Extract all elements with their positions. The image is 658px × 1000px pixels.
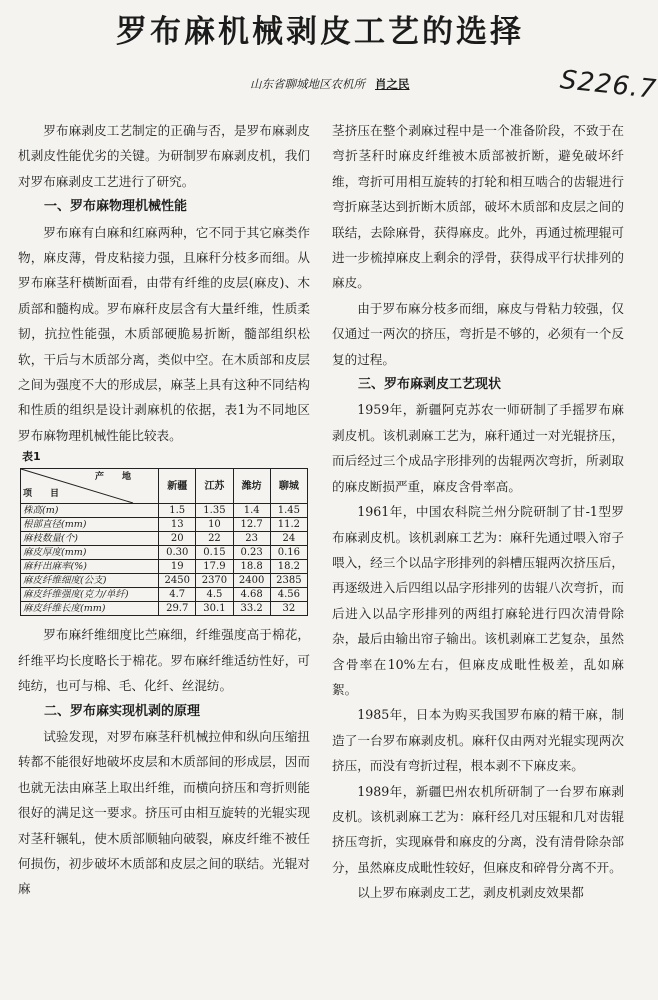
right-column	[332, 118, 624, 906]
table-cell: 19	[159, 560, 196, 574]
table-cell: 2450	[159, 574, 196, 588]
table-cell: 18.8	[233, 560, 270, 574]
table-row	[21, 504, 308, 518]
table-cell: 2400	[233, 574, 270, 588]
body-paragraph: 1959年，新疆阿克苏农一师研制了手摇罗布麻剥皮机。该机剥麻工艺为，麻秆通过一对光辊挤压，而后经过三个成品字形排列的齿辊两次弯折，所剥取的麻皮断损严重，麻皮含骨率高。	[332, 402, 624, 494]
body-paragraph: 由于罗布麻分枝多而细，麻皮与骨粘力较强，仅仅通过一两次的挤压，弯折是不够的，必须有一个反复的过程。	[332, 300, 624, 367]
section-heading-3: 三、罗布麻剥皮工艺现状	[358, 377, 502, 393]
table-cell: 0.16	[270, 546, 307, 560]
table-cell: 20	[159, 532, 196, 546]
table-cell: 0.30	[159, 546, 196, 560]
table-row	[21, 532, 308, 546]
intro-paragraph: 罗布麻剥皮工艺制定的正确与否，是罗布麻剥皮机剥皮性能优劣的关键。为研制罗布麻剥皮机，我们对罗布麻剥皮工艺进行了研究。	[18, 123, 310, 189]
table-cell: 32	[270, 602, 307, 616]
table-cell: 1.45	[270, 504, 307, 518]
author-affiliation: 山东省聊城地区农机所	[250, 77, 365, 91]
body-paragraph: 1985年，日本为购买我国罗布麻的精干麻，制造了一台罗布麻剥皮机。麻秆仅由两对光辊实现两次挤压，而没有弯折过程，根本剥不下麻皮来。	[332, 707, 624, 774]
table-cell: 4.68	[233, 588, 270, 602]
body-paragraph: 1961年，中国农科院兰州分院研制了甘-1型罗布麻剥皮机。该机剥麻工艺为：麻秆先通过喂入帘子喂入，经三个以品字形排列的斜槽压辊两次挤压后，再逐级进入后四组以品字形排列的齿辊八次弯折，而后进入以品字形排列的两组打麻轮进行四次清骨除杂，最后由输出帘子输出。该机剥麻工艺复杂，虽然含骨率在10%左右，但麻皮成毗性极差，乱如麻絮。	[332, 504, 624, 697]
table-cell: 1.35	[196, 504, 233, 518]
region-header: 聊城	[270, 469, 307, 504]
table-cell: 4.7	[159, 588, 196, 602]
table-cell: 0.23	[233, 546, 270, 560]
table-cell: 1.5	[159, 504, 196, 518]
table-cell: 4.56	[270, 588, 307, 602]
table-row	[21, 574, 308, 588]
corner-label-region: 产 地	[94, 472, 131, 483]
left-column	[18, 118, 310, 902]
table-cell: 18.2	[270, 560, 307, 574]
table-cell: 0.15	[196, 546, 233, 560]
body-paragraph: 罗布麻有白麻和红麻两种，它不同于其它麻类作物，麻皮薄，骨皮粘接力强，且麻秆分枝多而细。从罗布麻茎秆横断面看，由带有纤维的皮层(麻皮)、木质部和髓构成。罗布麻秆皮层含有大量纤维，性质柔韧，抗拉性能强，木质部硬脆易折断，髓部组织松软，干后与木质部分离，类似中空。在木质部和皮层之间为强度不大的形成层，麻茎上具有这种不同结构和性质的组织是设计剥麻机的依据，表1为不同地区罗布麻物理机械性能比较表。	[18, 224, 310, 443]
table-row	[21, 588, 308, 602]
row-label: 麻皮纤维细度(公支)	[21, 574, 159, 588]
table-cell: 10	[196, 518, 233, 532]
author-name: 肖之民	[375, 77, 410, 91]
region-header: 新疆	[159, 469, 196, 504]
table-cell: 11.2	[270, 518, 307, 532]
row-label: 根部直径(mm)	[21, 518, 159, 532]
row-label: 麻秆出麻率(%)	[21, 560, 159, 574]
body-paragraph: 试验发现，对罗布麻茎秆机械拉伸和纵向压缩扭转都不能很好地破坏皮层和木质部间的形成层，因而也就无法由麻茎上取出纤维，而横向挤压和弯折则能很好的满足这一要求。挤压可由相互旋转的光辊实现对茎秆辗轧，使木质部顺轴向破裂，麻皮纤维不被任何损伤，初步破坏木质部和皮层之间的联结。光辊对麻	[18, 728, 310, 897]
table-cell: 30.1	[196, 602, 233, 616]
body-paragraph: 以上罗布麻剥皮工艺，剥皮机剥皮效果都	[357, 885, 584, 901]
table-cell: 2385	[270, 574, 307, 588]
article-title: 罗布麻机械剥皮工艺的选择	[116, 14, 524, 50]
table-caption: 表1	[22, 450, 41, 464]
byline	[250, 76, 410, 92]
table-cell: 22	[196, 532, 233, 546]
table-cell: 33.2	[233, 602, 270, 616]
body-paragraph: 罗布麻纤维细度比苎麻细，纤维强度高于棉花，纤维平均长度略长于棉花。罗布麻纤维适纺性好，可纯纺，也可与棉、毛、化纤、丝混纺。	[18, 627, 310, 694]
section-heading-2: 二、罗布麻实现机剥的原理	[44, 703, 201, 719]
table-cell: 1.4	[233, 504, 270, 518]
row-label: 麻皮厚度(mm)	[21, 546, 159, 560]
corner-label-item: 项 目	[23, 489, 60, 500]
table-cell: 2370	[196, 574, 233, 588]
table-cell: 17.9	[196, 560, 233, 574]
table-cell: 13	[159, 518, 196, 532]
table-cell: 23	[233, 532, 270, 546]
row-label: 麻皮纤维强度(克力/单纤)	[21, 588, 159, 602]
table-cell: 12.7	[233, 518, 270, 532]
body-paragraph: 1989年，新疆巴州农机所研制了一台罗布麻剥皮机。该机剥麻工艺为：麻秆经几对压辊和几对齿辊挤压弯折，实现麻骨和麻皮的分离，没有清骨除杂部分，虽然麻皮成毗性较好，但麻皮和碎骨分离不开。	[332, 783, 624, 875]
region-header: 潍坊	[233, 469, 270, 504]
table-corner-cell	[21, 469, 159, 504]
row-label: 株高(m)	[21, 504, 159, 518]
table-row	[21, 560, 308, 574]
table-row	[21, 518, 308, 532]
region-header: 江苏	[196, 469, 233, 504]
table-header-row	[21, 469, 308, 504]
section-heading-1: 一、罗布麻物理机械性能	[44, 199, 188, 215]
table-cell: 4.5	[196, 588, 233, 602]
body-paragraph: 茎挤压在整个剥麻过程中是一个准备阶段，不致于在弯折茎秆时麻皮纤维被木质部被折断，避免破坏纤维，弯折可用相互旋转的打轮和相互啮合的齿辊进行弯折麻茎达到折断木质部，破坏木质部和皮层之间的联结，去除麻骨，获得麻皮。此外，再通过梳理辊可进一步梳掉麻皮上剩余的浮骨，获得成平行状排列的麻皮。	[332, 123, 624, 291]
properties-table	[20, 468, 308, 616]
table-row	[21, 602, 308, 616]
row-label: 麻枝数量(个)	[21, 532, 159, 546]
handwritten-classification-note: S226.7	[558, 65, 658, 105]
row-label: 麻皮纤维长度(mm)	[21, 602, 159, 616]
table-cell: 24	[270, 532, 307, 546]
table-row	[21, 546, 308, 560]
table-cell: 29.7	[159, 602, 196, 616]
